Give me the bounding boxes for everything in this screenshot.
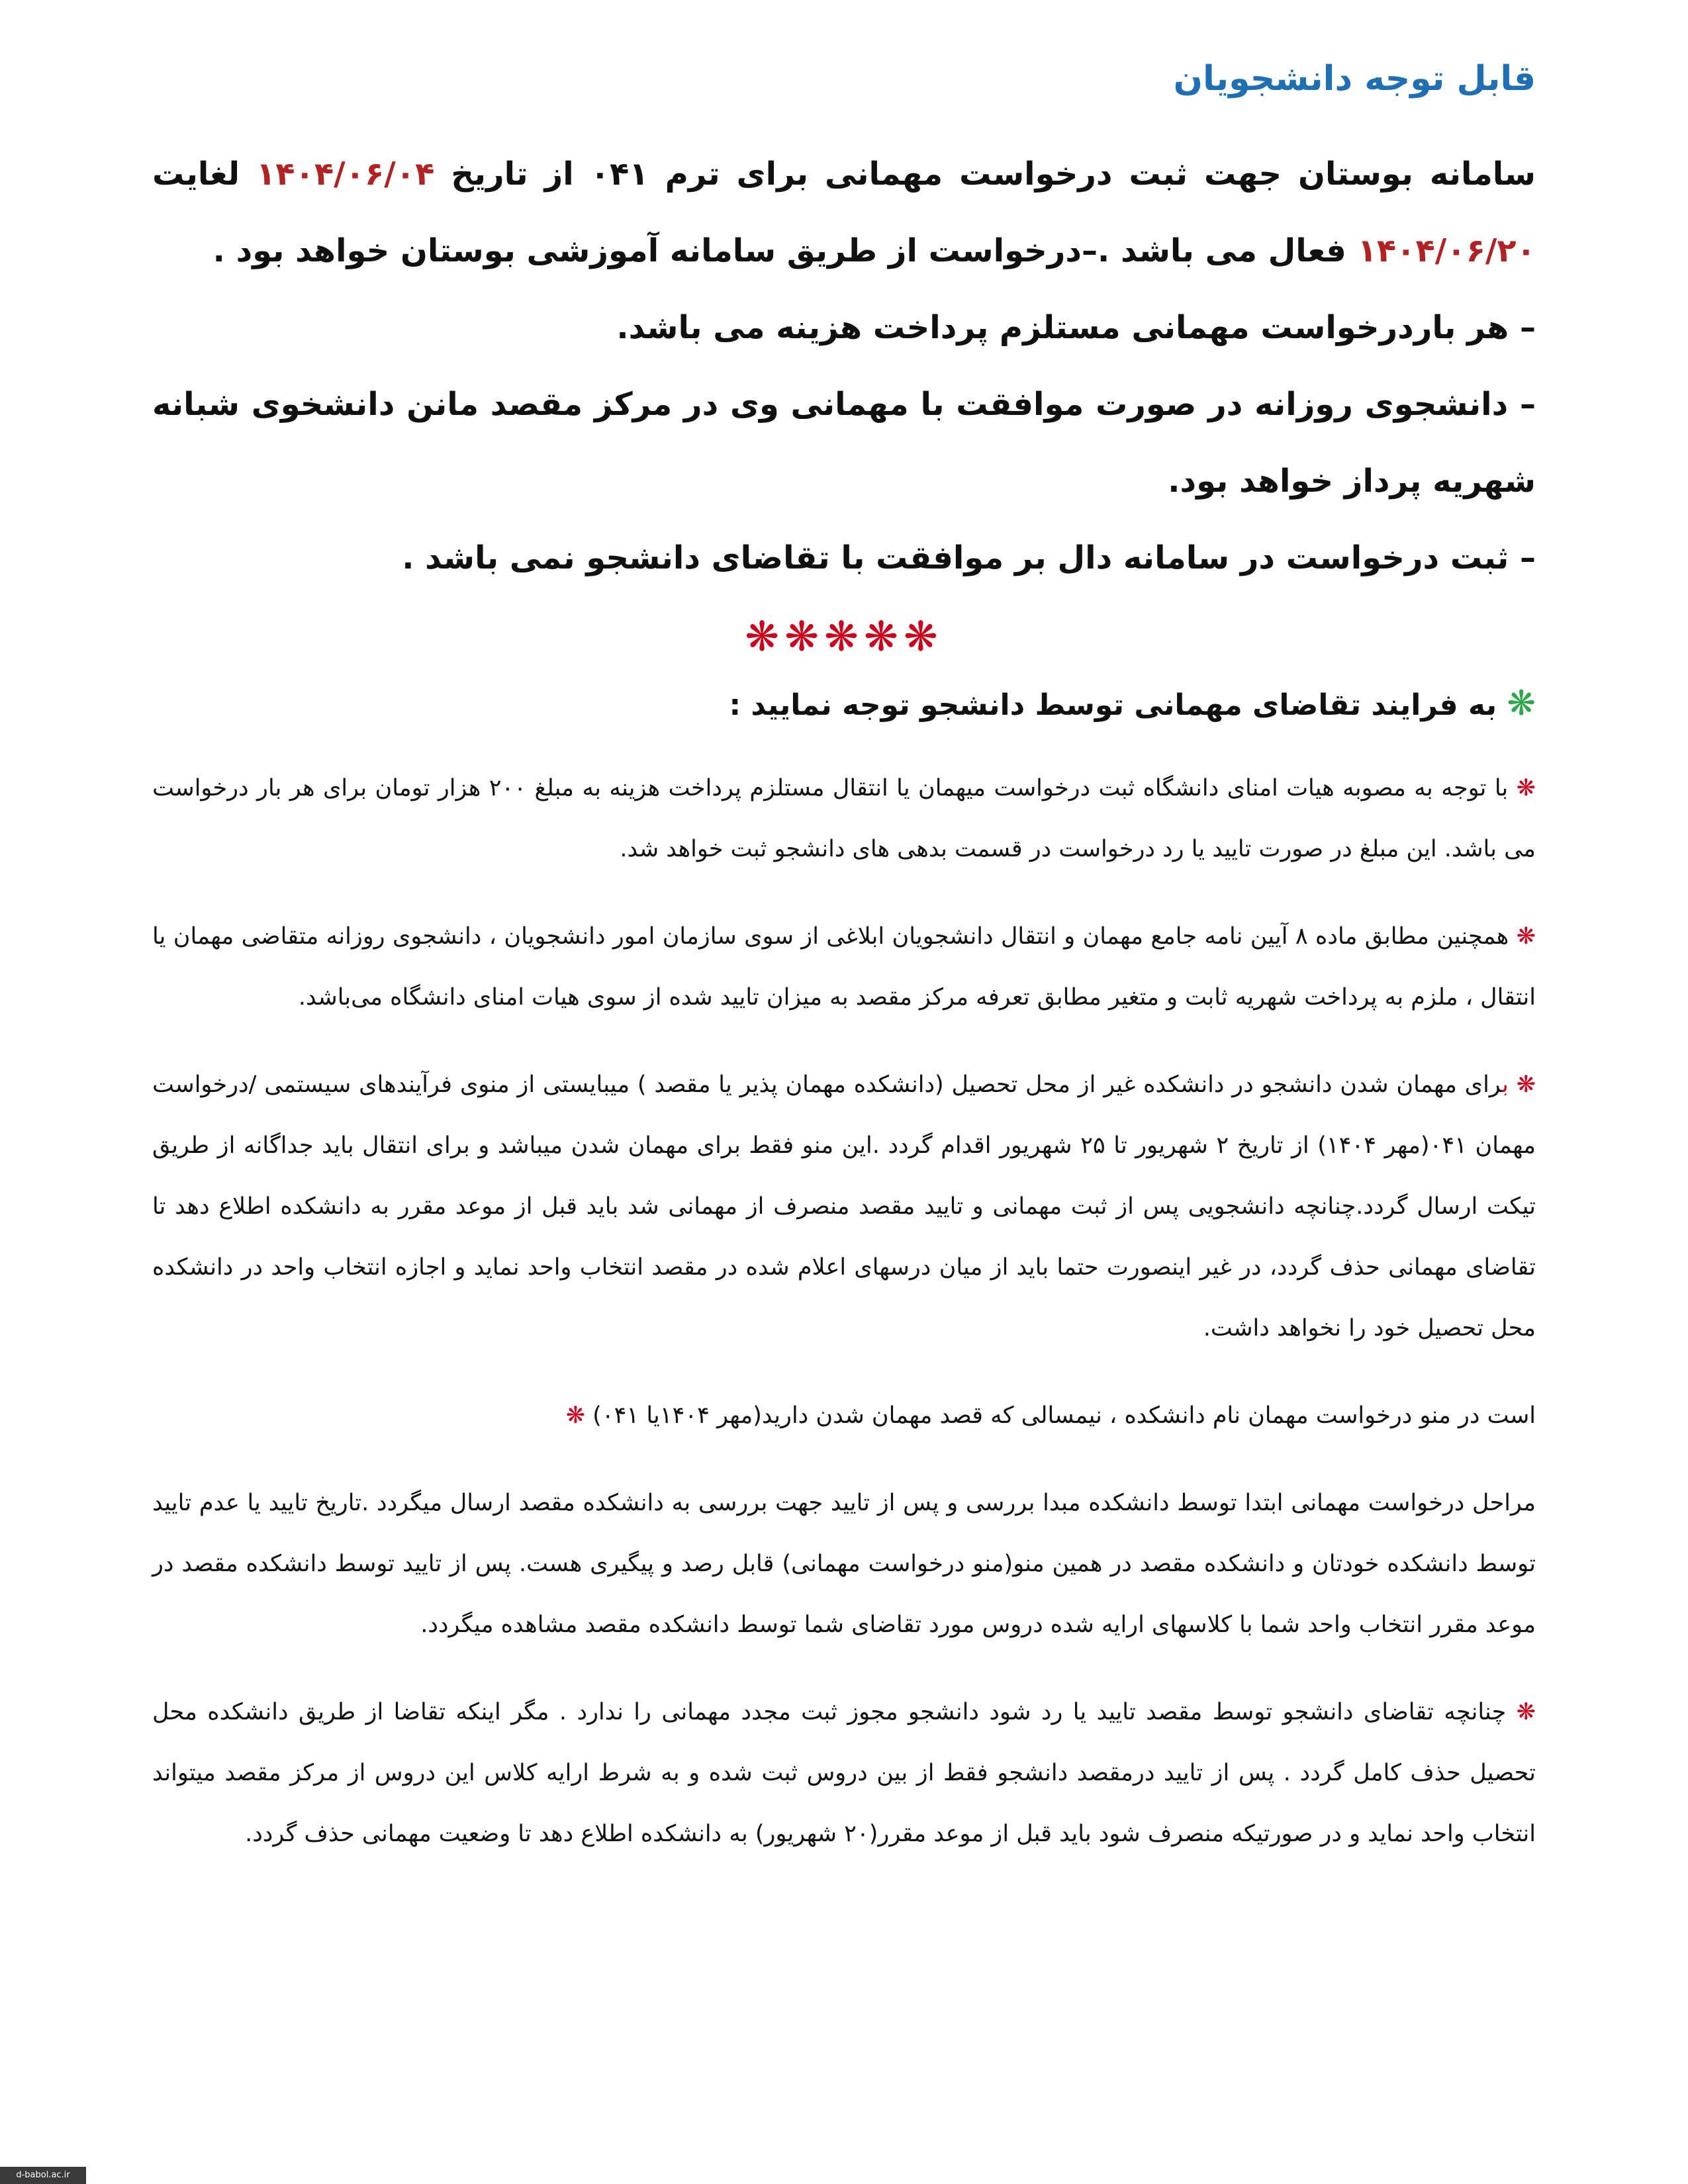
green-star-icon: ❋ bbox=[1507, 684, 1536, 724]
document-page bbox=[152, 40, 1536, 1891]
body-paragraph-4 bbox=[152, 1385, 1536, 1446]
bullet-star-icon: ❋ bbox=[1516, 775, 1536, 802]
body-paragraph-1 bbox=[152, 758, 1536, 880]
paragraph-first-letter: ب bbox=[1502, 1071, 1509, 1099]
bullet-star-icon: ❋ bbox=[1516, 1699, 1536, 1726]
bullet-star-icon: ❋ bbox=[1516, 1071, 1536, 1099]
star-divider: ❋❋❋❋❋ bbox=[745, 612, 943, 661]
paragraph-text: همچنین مطابق ماده ۸ آیین نامه جامع مهمان و انتقال دانشجویان ابلاغی از سوی سازمان امور دانشجویان ، دانشجوی روزانه متقاضی مهمان یا انتقال ، ملزم به پرداخت شهریه ثابت و متغیر مطابق تعرفه مرکز مقصد به میزان تایید شده از سوی هیات امنای دانشگاه می‌باشد. bbox=[152, 923, 1536, 1011]
intro-text: سامانه بوستان جهت ثبت درخواست مهمانی برای ترم ۰۴۱ از تاریخ bbox=[434, 156, 1536, 193]
intro-paragraph-4: – ثبت درخواست در سامانه دال بر موافقت با تقاضای دانشجو نمی باشد . bbox=[402, 539, 1536, 577]
intro-text: لغایت bbox=[152, 156, 256, 193]
bullet-star-icon: ❋ bbox=[565, 1402, 586, 1430]
paragraph-text: است در منو درخواست مهمان نام دانشکده ، نیمسالی که قصد مهمان شدن دارید(مهر ۱۴۰۴یا ۰۴۱) bbox=[592, 1402, 1536, 1430]
body-paragraph-5: مراحل درخواست مهمانی ابتدا توسط دانشکده مبدا بررسی و پس از تایید جهت بررسی به دانشکده مقصد ارسال میگردد .تاریخ تایید یا عدم تایید توسط دانشکده خودتان و دانشکده مقصد در همین منو(منو درخواست مهمانی) قابل رصد و پیگیری هست. پس از تایید توسط دانشکده مقصد در موعد مقرر انتخاب واحد شما با کلاسهای ارایه شده دروس مورد تقاضای شما توسط دانشکده مقصد مشاهده میگردد. bbox=[152, 1490, 1536, 1639]
bullet-star-icon: ❋ bbox=[1516, 923, 1536, 950]
body-paragraph-2 bbox=[152, 906, 1536, 1028]
section-heading-text: به فرایند تقاضای مهمانی توسط دانشجو توجه نمایید : bbox=[729, 688, 1497, 723]
body-paragraph-6 bbox=[152, 1682, 1536, 1864]
intro-paragraph-3: – دانشجوی روزانه در صورت موافقت با مهمانی وی در مرکز مقصد مانن دانشخوی شبانه شهریه پرداز خواهد بود. bbox=[152, 386, 1536, 500]
start-date: ۱۴۰۴/۰۶/۰۴ bbox=[256, 156, 435, 193]
paragraph-text: رای مهمان شدن دانشجو در دانشکده غیر از محل تحصیل (دانشکده مهمان پذیر یا مقصد ) میبایستی از منوی فرآیندهای سیستمی /درخواست مهمان ۰۴۱(مهر ۱۴۰۴) از تاریخ ۲ شهریور تا ۲۵ شهریور اقدام گردد .این منو فقط برای مهمان شدن میباشد و برای انتقال باید جداگانه از طریق تیکت ارسال گردد.چنانچه دانشجویی پس از ثبت مهمانی و تایید مقصد منصرف از مهمانی شد باید قبل از موعد مقرر به دانشکده اطلاع دهد تا تقاضای مهمانی حذف گردد، در غیر اینصورت حتما باید از میان درسهای اعلام شده در مقصد انتخاب واحد نماید و اجازه انتخاب واحد در دانشکده محل تحصیل خود را نخواهد داشت. bbox=[152, 1071, 1536, 1342]
section-heading bbox=[152, 684, 1536, 723]
intro-section bbox=[152, 136, 1536, 596]
body-paragraph-3 bbox=[152, 1054, 1536, 1359]
end-date: ۱۴۰۴/۰۶/۲۰ bbox=[1357, 232, 1536, 270]
site-logo: d-babol.ac.ir bbox=[0, 2167, 86, 2184]
intro-text: فعال می باشد .–درخواست از طریق سامانه آموزشی بوستان خواهد بود . bbox=[212, 232, 1358, 270]
page-title: قابل توجه دانشجویان bbox=[1173, 59, 1536, 99]
intro-paragraph-2: – هر باردرخواست مهمانی مستلزم پرداخت هزینه می باشد. bbox=[616, 309, 1536, 347]
paragraph-text: با توجه به مصوبه هیات امنای دانشگاه ثبت درخواست میهمان یا انتقال مستلزم پرداخت هزینه به مبلغ ۲۰۰ هزار تومان برای هر بار درخواست می باشد. این مبلغ در صورت تایید یا رد درخواست در قسمت بدهی های دانشجو ثبت خواهد شد. bbox=[152, 775, 1536, 863]
intro-paragraph-1 bbox=[152, 136, 1536, 289]
paragraph-text: چنانچه تقاضای دانشجو توسط مقصد تایید یا رد شود دانشجو مجوز ثبت مجدد مهمانی را ندارد . مگر اینکه تقاضا از طریق دانشکده محل تحصیل حذف کامل گردد . پس از تایید درمقصد دانشجو فقط از بین دروس ثبت شده و به شرط ارایه کلاس این دروس از مرکز مقصد میتواند انتخاب واحد نماید و در صورتیکه منصرف شود باید قبل از موعد مقرر(۲۰ شهریور) به دانشکده اطلاع دهد تا وضعیت مهمانی حذف گردد. bbox=[152, 1699, 1536, 1848]
